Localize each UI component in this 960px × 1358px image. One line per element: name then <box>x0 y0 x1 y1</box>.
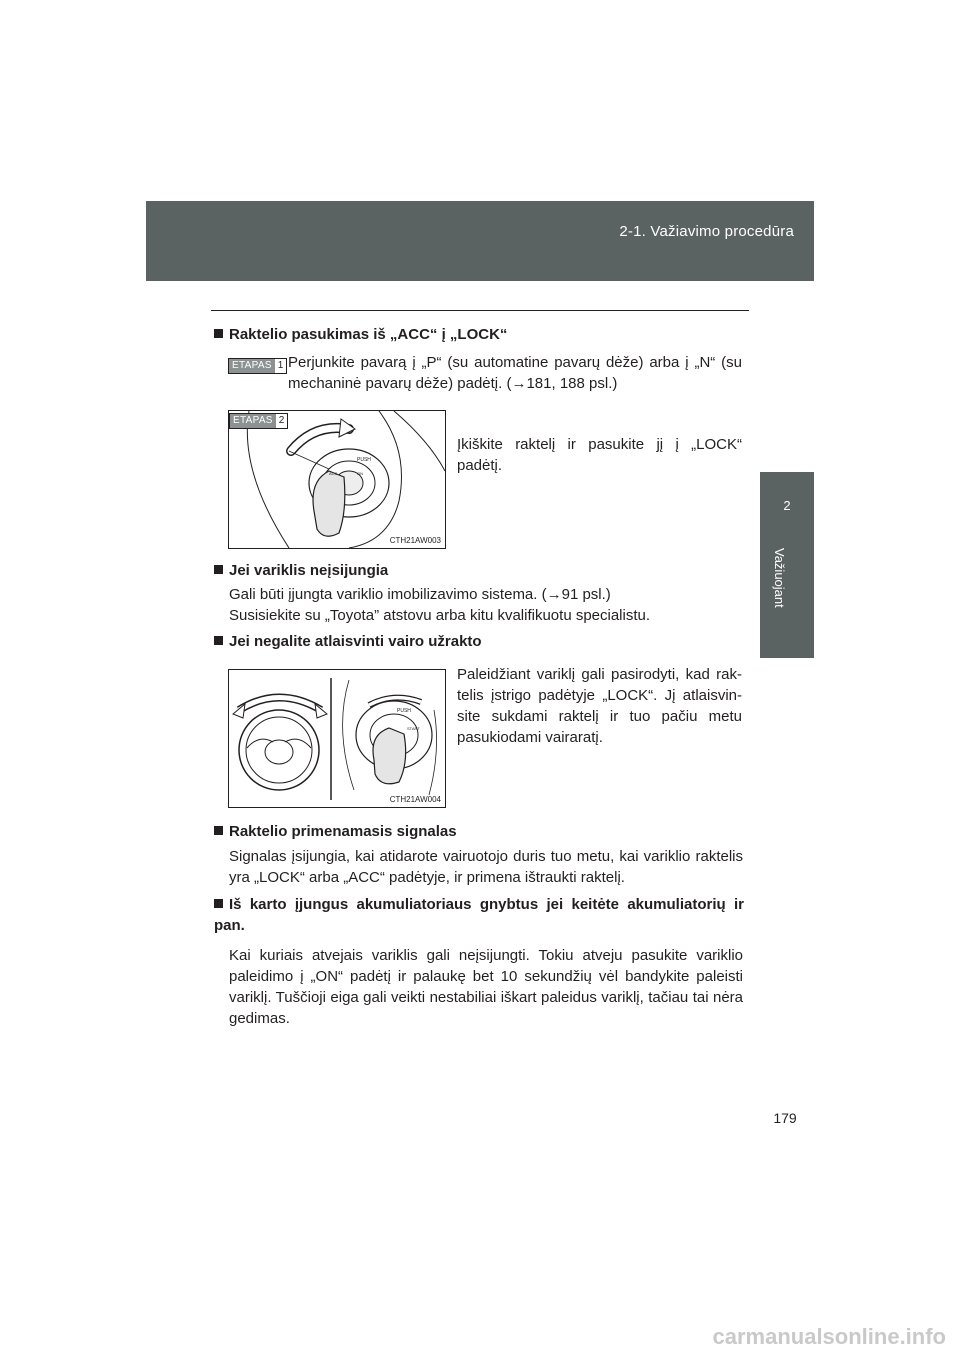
battery-text: Kai kuriais atvejais variklis gali neįsijungti. Tokiu atveju pasukite variklio paleidimo į „ON“ padėtį ir palaukę bet 10 sekundžių vėl bandykite paleisti variklį. Tuščioji eiga gali veikti nestabiliai iškart paleidus variklį, tačiau tai nėra gedimas. <box>229 947 743 1027</box>
heading-engine-not-start: Jei variklis neįsijungia <box>214 562 388 579</box>
heading-battery: Iš karto įjungus akumuliatoriaus gnybtus jei keitėte akumuliatorių ir pan. <box>214 896 744 934</box>
svg-text:PUSH: PUSH <box>357 457 371 463</box>
svg-text:ON: ON <box>357 471 363 476</box>
bullet-square-icon <box>214 899 223 908</box>
svg-text:PUSH: PUSH <box>397 708 411 714</box>
header-band <box>146 201 814 281</box>
ignition-key-figure <box>228 410 446 549</box>
key-reminder-text: Signalas įsijungia, kai atidarote vairuotojo duris tuo metu, kai variklio raktelis yra „LOCK“ arba „ACC“ padėtyje, ir primena ištraukti raktelį. <box>229 848 743 886</box>
step2-text: Įkiškite raktelį ir pasukite jį į „LOCK“ padėtį. <box>457 436 742 474</box>
bullet-square-icon <box>214 636 223 645</box>
heading-key-reminder: Raktelio primenamasis signalas <box>214 823 457 840</box>
page-number: 179 <box>773 1110 797 1126</box>
chapter-label: Važiuojant <box>772 548 787 608</box>
heading-acc-to-lock: Raktelio pasukimas iš „ACC“ į „LOCK“ <box>214 326 507 343</box>
steering-lock-text: Paleidžiant variklį gali pasirodyti, kad rak-telis įstrigo padėtyje „LOCK“. Jį atlaisvin-site sukdami raktelį ir tuo pačiu metu pasukiodami vairaratį. <box>457 666 742 746</box>
engine-not-start-line1: Gali būti įjungta variklio imobilizavimo sistema. (→91 psl.) <box>229 586 611 603</box>
ignition-illustration <box>229 411 445 548</box>
svg-text:ACC: ACC <box>329 471 338 476</box>
step2-badge: ETAPAS 2 <box>229 413 288 429</box>
bullet-square-icon <box>214 826 223 835</box>
step1-text: Perjunkite pavarą į „P“ (su automatine pavarų dėže) arba į „N“ (su mechaninė pavarų dėže) padėtį. (→181, 188 psl.) <box>288 354 742 392</box>
heading-steering-lock: Jei negalite atlaisvinti vairo užrakto <box>214 633 482 650</box>
chapter-number: 2 <box>783 498 791 513</box>
top-rule <box>211 310 749 311</box>
steering-lock-figure <box>228 669 446 808</box>
bullet-square-icon <box>214 329 223 338</box>
engine-not-start-line2: Susisiekite su „Toyota” atstovu arba kitu kvalifikuotu specialistu. <box>229 607 651 624</box>
figure-code-2: CTH21AW004 <box>389 795 441 804</box>
section-title: 2-1. Važiavimo procedūra <box>619 223 794 240</box>
step1-badge: ETAPAS 1 <box>228 358 287 374</box>
svg-text:START: START <box>407 726 420 731</box>
watermark: carmanualsonline.info <box>712 1324 946 1349</box>
bullet-square-icon <box>214 565 223 574</box>
steering-illustration <box>229 670 445 807</box>
figure-code-1: CTH21AW003 <box>389 536 441 545</box>
